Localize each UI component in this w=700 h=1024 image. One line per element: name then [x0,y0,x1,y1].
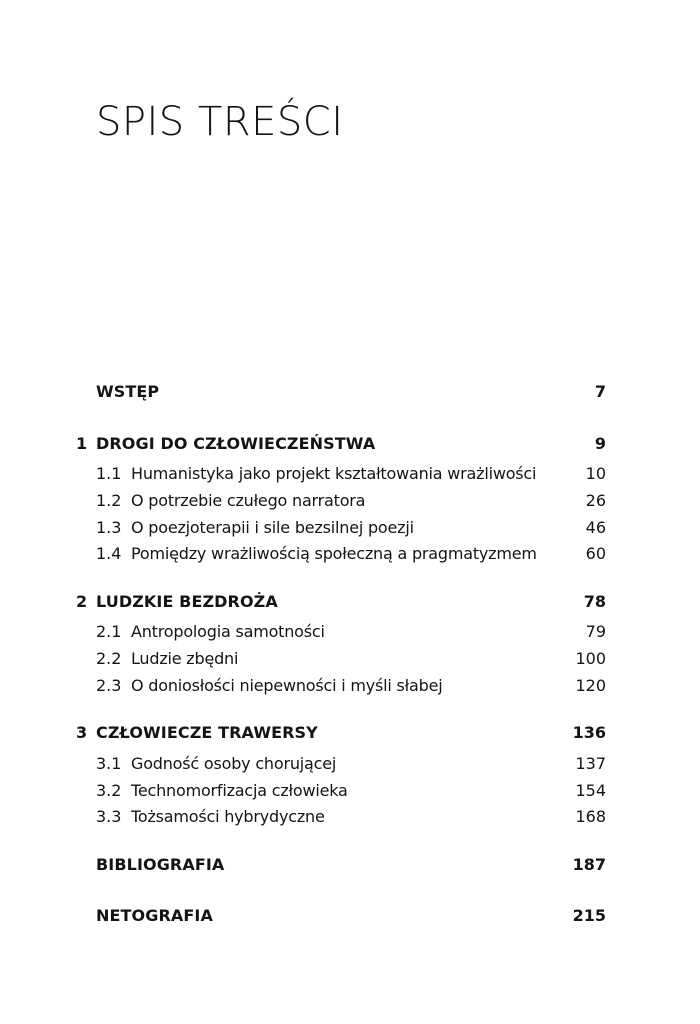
page-title: SPIS TREŚCI [96,99,344,145]
toc-chapter-2[interactable] [0,590,700,614]
toc-section-number: 1.2 [96,491,122,510]
toc-section-number: 1.1 [96,464,122,483]
toc-section-page: 10 [585,464,606,483]
toc-entry-page: 215 [572,906,606,925]
toc-chapter-number: 1 [76,434,88,453]
toc-section-number: 1.3 [96,518,122,537]
toc-section-page: 137 [575,754,606,773]
toc-chapter-number: 2 [76,592,88,611]
toc-section-3-2[interactable] [0,779,700,803]
toc-section-number: 2.3 [96,676,122,695]
toc-chapter-label: CZŁOWIECZE TRAWERSY [96,723,318,742]
toc-section-number: 2.1 [96,622,122,641]
toc-chapter-label: LUDZKIE BEZDROŻA [96,592,278,611]
toc-section-page: 79 [585,622,606,641]
toc-chapter-page: 9 [594,434,606,453]
toc-section-number: 3.2 [96,781,122,800]
toc-chapter-label: DROGI DO CZŁOWIECZEŃSTWA [96,434,376,453]
toc-entry-label: NETOGRAFIA [96,906,213,925]
toc-entry-label: BIBLIOGRAFIA [96,855,225,874]
toc-section-page: 120 [575,676,606,695]
toc-section-3-3[interactable] [0,805,700,829]
toc-section-label: O potrzebie czułego narratora [131,491,366,510]
toc-section-page: 46 [585,518,606,537]
toc-entry-label: WSTĘP [96,382,160,401]
toc-entry-page: 187 [572,855,606,874]
toc-section-1-1[interactable] [0,462,700,486]
toc-section-label: Antropologia samotności [131,622,325,641]
toc-section-1-4[interactable] [0,542,700,566]
toc-section-2-2[interactable] [0,647,700,671]
toc-section-label: Humanistyka jako projekt kształtowania wrażliwości [131,464,537,483]
toc-section-label: Ludzie zbędni [131,649,239,668]
toc-section-label: O doniosłości niepewności i myśli słabej [131,676,443,695]
toc-section-label: O poezjoterapii i sile bezsilnej poezji [131,518,414,537]
toc-section-page: 26 [585,491,606,510]
toc-chapter-page: 136 [572,723,606,742]
toc-chapter-3[interactable] [0,721,700,745]
toc-section-3-1[interactable] [0,752,700,776]
toc-section-number: 3.1 [96,754,122,773]
toc-section-2-1[interactable] [0,620,700,644]
toc-section-number: 2.2 [96,649,122,668]
toc-chapter-1[interactable] [0,432,700,456]
toc-section-label: Pomiędzy wrażliwością społeczną a pragmatyzmem [131,544,537,563]
toc-chapter-page: 78 [583,592,606,611]
toc-section-label: Tożsamości hybrydyczne [131,807,325,826]
toc-chapter-number: 3 [76,723,88,742]
toc-section-number: 3.3 [96,807,122,826]
toc-section-1-2[interactable] [0,489,700,513]
toc-section-1-3[interactable] [0,516,700,540]
toc-entry-page: 7 [594,382,606,401]
toc-section-page: 100 [575,649,606,668]
toc-entry-netography[interactable] [0,904,700,928]
toc-section-label: Godność osoby chorującej [131,754,337,773]
toc-section-page: 154 [575,781,606,800]
toc-section-2-3[interactable] [0,674,700,698]
toc-section-label: Technomorfizacja człowieka [131,781,348,800]
toc-section-page: 60 [585,544,606,563]
toc-section-page: 168 [575,807,606,826]
toc-section-number: 1.4 [96,544,122,563]
toc-entry-bibliography[interactable] [0,853,700,877]
toc-entry-intro[interactable] [0,380,700,404]
